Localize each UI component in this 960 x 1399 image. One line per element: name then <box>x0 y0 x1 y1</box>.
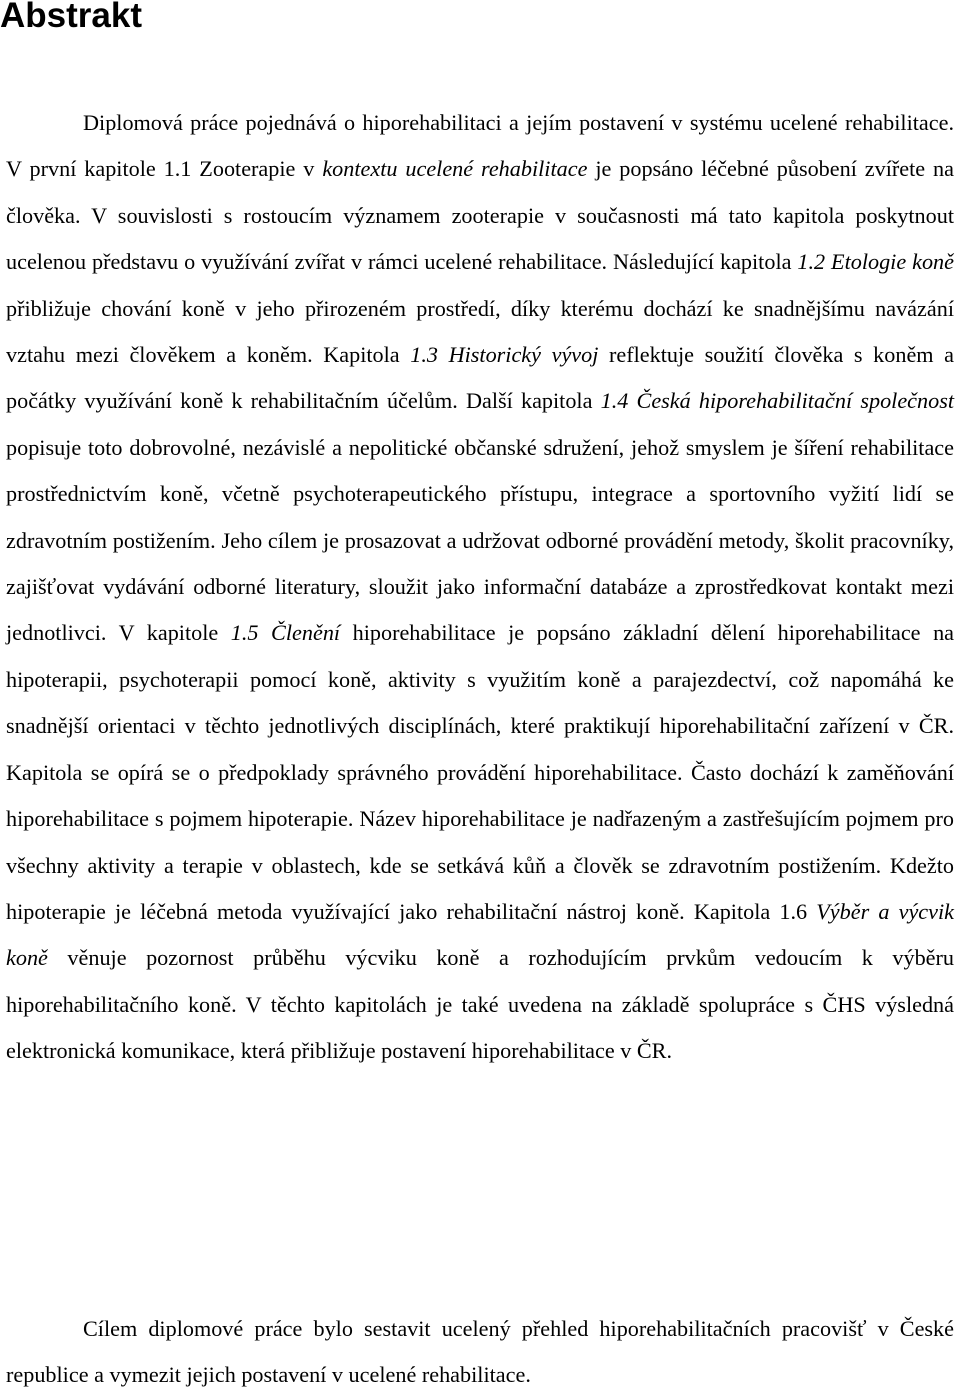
italic-chapter-title: 1.5 Členění <box>230 620 341 646</box>
text-run: reflektuje soužití člověka s koněm a počátky využívání koně k rehabilitačním účelům. Další kapitola <box>6 342 954 414</box>
italic-chapter-title: 1.4 Česká hiporehabilitační společnost <box>600 388 955 414</box>
italic-chapter-title: Výběr a výcvik koně <box>6 898 955 971</box>
page-title: Abstrakt <box>0 0 142 35</box>
italic-chapter-title: kontextu ucelené rehabilitace <box>322 156 588 182</box>
text-run: Diplomová práce pojednává o hiporehabilitaci a jejím postavení v systému ucelené rehabilitace. V první kapitole 1.1 Zooterapie v <box>6 110 954 182</box>
italic-chapter-title: 1.3 Historický vývoj <box>410 342 599 368</box>
abstract-paragraph-1 <box>6 100 954 1075</box>
text-run: přibližuje chování koně v jeho přirozeném prostředí, díky kterému dochází ke snadnějšímu navázání vztahu mezi člověkem a koněm. Kapitola <box>6 295 954 368</box>
text-run: popisuje toto dobrovolné, nezávislé a nepolitické občanské sdružení, jehož smyslem je šíření rehabilitace prostřednictvím koně, včetně psychoterapeutického přístupu, integrace a sportovního vyžití lidí se zdravotním postižením. Jeho cílem je prosazovat a udržovat odborné provádění metody, školit pracovníky, zajišťovat vydávání odborné literatury, sloužit jako informační databáze a zprostředkovat kontakt mezi jednotlivci. V kapitole <box>6 434 954 646</box>
text-run: hiporehabilitace je popsáno základní dělení hiporehabilitace na hipoterapii, psychoterapii pomocí koně, aktivity s využitím koně a parajezdectví, což napomáhá ke snadnější orientaci v těchto jednotlivých disciplínách, které praktikují hiporehabilitační zařízení v ČR. Kapitola se opírá se o předpoklady správného provádění hiporehabilitace. Často dochází k zaměňování hiporehabilitace s pojmem hipoterapie. Název hiporehabilitace je nadřazeným a zastřešujícím pojmem pro všechny aktivity a terapie v oblastech, kde se setkává kůň a člověk se zdravotním postižením. Kdežto hipoterapie je léčebná metoda využívající jako rehabilitační nástroj koně. Kapitola 1.6 <box>6 620 955 924</box>
text-run: věnuje pozornost průběhu výcviku koně a rozhodujícím prvkům vedoucím k výběru hiporehabilitačního koně. V těchto kapitolách je také uvedena na základě spolupráce s ČHS výsledná elektronická komunikace, která přibližuje postavení hiporehabilitace v ČR. <box>6 945 954 1064</box>
italic-chapter-title: 1.2 Etologie koně <box>797 249 954 275</box>
text-run: je popsáno léčebné působení zvířete na člověka. V souvislosti s rostoucím významem zooterapie v současnosti má tato kapitola poskytnout ucelenou představu o využívání zvířat v rámci ucelené rehabilitace. Následující kapitola <box>6 156 954 275</box>
abstract-paragraph-2: Cílem diplomové práce bylo sestavit ucelený přehled hiporehabilitačních pracovišť v České republice a vymezit jejich postavení v ucelené rehabilitace. <box>6 1316 954 1388</box>
